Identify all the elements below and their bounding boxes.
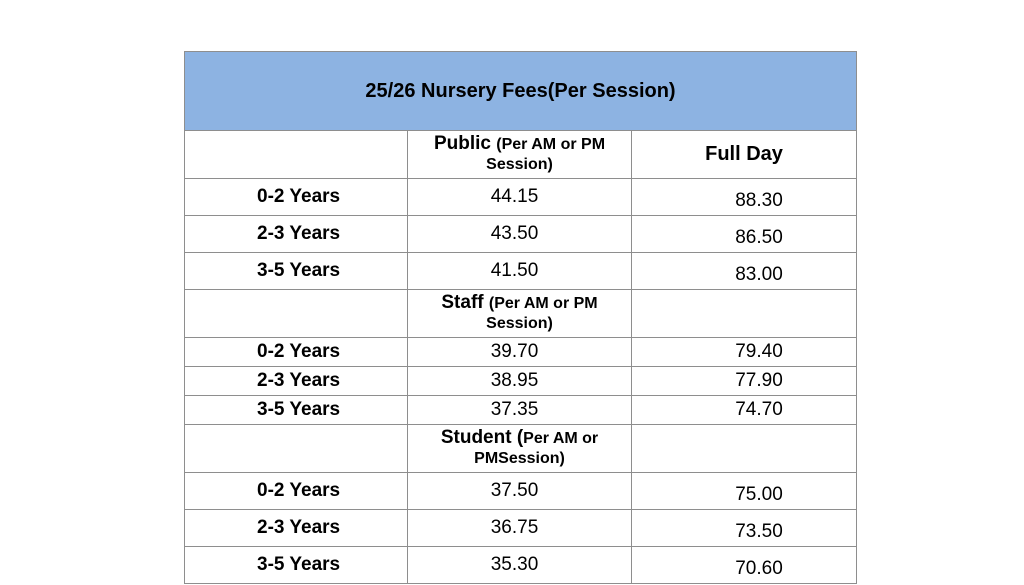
empty-header-cell xyxy=(632,290,857,338)
group-subtitle: (Per AM or PM xyxy=(496,136,606,153)
group-title: Staff xyxy=(441,292,489,313)
group-header-row-public xyxy=(185,131,857,179)
table-row xyxy=(185,338,857,367)
empty-header-cell xyxy=(185,425,408,473)
group-subtitle: (Per AM or PM xyxy=(488,295,598,312)
group-subtitle-line2: PMSession) xyxy=(474,450,565,467)
group-header-student xyxy=(408,425,632,473)
table-row xyxy=(185,216,857,253)
table-row xyxy=(185,367,857,396)
empty-header-cell xyxy=(185,290,408,338)
session-fee: 39.70 xyxy=(408,338,632,367)
session-fee: 37.35 xyxy=(408,396,632,425)
table-row xyxy=(185,179,857,216)
age-label: 0-2 Years xyxy=(185,179,408,216)
age-label: 3-5 Years xyxy=(185,253,408,290)
table-row xyxy=(185,253,857,290)
full-day-fee: 88.30 xyxy=(632,179,857,216)
session-fee: 36.75 xyxy=(408,510,632,547)
age-label: 3-5 Years xyxy=(185,396,408,425)
session-fee: 37.50 xyxy=(408,473,632,510)
age-label: 0-2 Years xyxy=(185,338,408,367)
table-row xyxy=(185,547,857,584)
full-day-fee: 73.50 xyxy=(632,510,857,547)
group-subtitle-line2: Session) xyxy=(486,315,553,332)
group-header-row-student xyxy=(185,425,857,473)
group-header-public xyxy=(408,131,632,179)
full-day-fee: 75.00 xyxy=(632,473,857,510)
session-fee: 41.50 xyxy=(408,253,632,290)
full-day-fee: 79.40 xyxy=(632,338,857,367)
session-fee: 44.15 xyxy=(408,179,632,216)
title-row xyxy=(185,52,857,131)
group-subtitle-line2: Session) xyxy=(486,156,553,173)
table-row xyxy=(185,473,857,510)
session-fee: 35.30 xyxy=(408,547,632,584)
nursery-fees-table xyxy=(184,51,857,584)
full-day-fee: 77.90 xyxy=(632,367,857,396)
table-row xyxy=(185,396,857,425)
age-label: 0-2 Years xyxy=(185,473,408,510)
group-title: Public xyxy=(433,133,497,154)
full-day-fee: 70.60 xyxy=(632,547,857,584)
group-header-staff xyxy=(408,290,632,338)
full-day-fee: 74.70 xyxy=(632,396,857,425)
age-label: 2-3 Years xyxy=(185,216,408,253)
age-label: 3-5 Years xyxy=(185,547,408,584)
empty-header-cell xyxy=(185,131,408,179)
age-label: 2-3 Years xyxy=(185,510,408,547)
group-header-row-staff xyxy=(185,290,857,338)
empty-header-cell xyxy=(632,425,857,473)
table-title: 25/26 Nursery Fees(Per Session) xyxy=(185,52,857,131)
group-title: Student ( xyxy=(440,427,524,448)
age-label: 2-3 Years xyxy=(185,367,408,396)
full-day-fee: 86.50 xyxy=(632,216,857,253)
group-subtitle: Per AM or xyxy=(523,430,599,447)
session-fee: 38.95 xyxy=(408,367,632,396)
table-row xyxy=(185,510,857,547)
session-fee: 43.50 xyxy=(408,216,632,253)
full-day-fee: 83.00 xyxy=(632,253,857,290)
full-day-header: Full Day xyxy=(632,131,857,179)
